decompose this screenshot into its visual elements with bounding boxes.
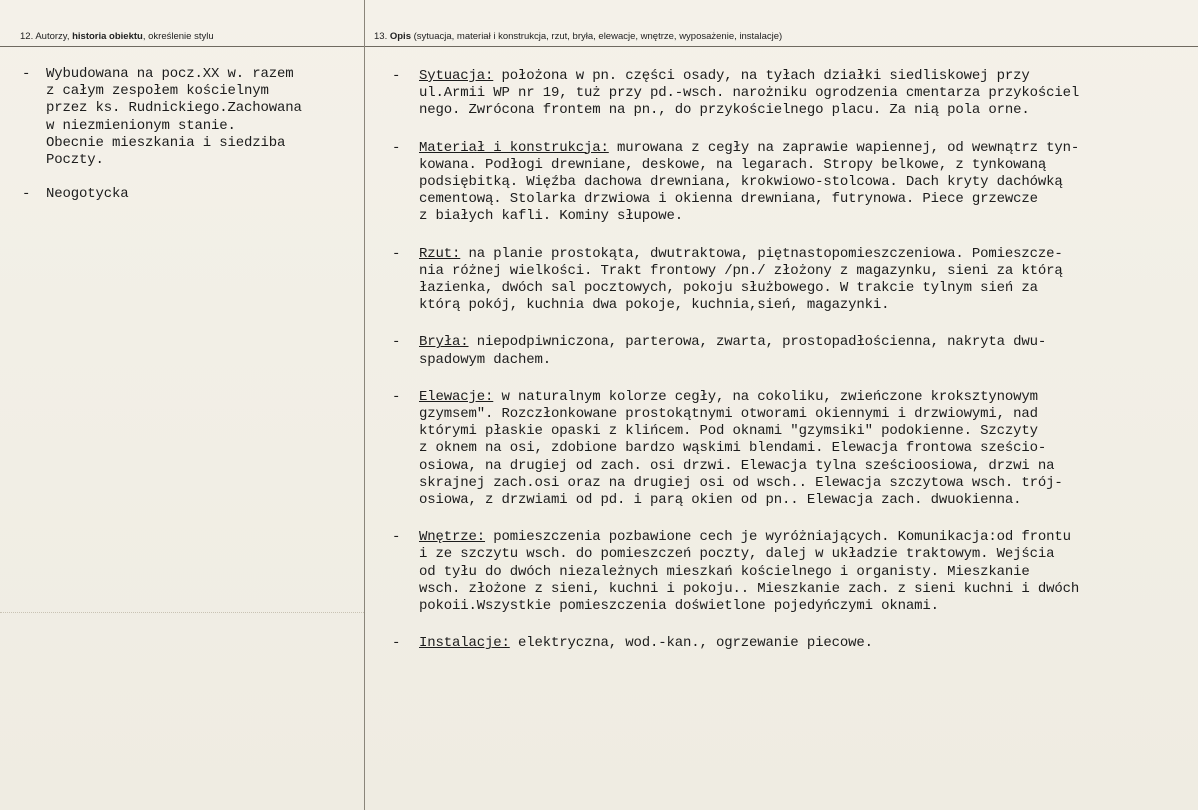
situation-text: położona w pn. części osady, na tyłach działki siedliskowej przy ul.Armii WP nr 19, tuż przy pd.-wsch. narożniku ogrodzenia cmentarza przykościel nego. Zwrócona frontem na pn., do przykościelnego placu. Za nią pola orne.: [419, 68, 1080, 119]
elevations-entry: [392, 389, 1196, 509]
section-13-heading-bold: Opis: [389, 31, 411, 42]
massing-label: Bryła:: [419, 334, 469, 351]
bullet-dash: -: [392, 68, 401, 84]
interior-label: Wnętrze:: [419, 529, 486, 546]
installations-paragraph: [419, 635, 1196, 652]
bullet-dash: -: [392, 139, 401, 156]
description-column: [392, 68, 1196, 672]
style-text: Neogotycka: [46, 186, 129, 203]
material-entry: [392, 140, 1196, 226]
plan-text: na planie prostokąta, dwutraktowa, piętnastopomieszczeniowa. Pomieszcze- nia różnej wielkości. Trakt frontowy /pn./ złożony z magazynku, sieni za którą łazienka, dwóch sal pocztowych, pokoju służbowego. W trakcie tylnym sień za którą pokój, kuchnia dwa pokoje, kuchnia,sień, magazynki.: [419, 245, 1063, 314]
bullet-dash: -: [392, 334, 401, 351]
section-12-heading: [20, 31, 214, 42]
bullet-dash: -: [392, 245, 401, 262]
interior-text: pomieszczenia pozbawione cech je wyróżniających. Komunikacja:od frontu i ze szczytu wsch. do pomieszczeń poczty, dalej w układzie traktowym. Wejścia od tyłu do dwóch niezależnych mieszkań kościelnego i organisty. Mieszkanie wsch. złożone z sieni, kuchni i pokoju.. Mieszkanie zach. z sieni kuchni i dwóch pokoii.Wszystkie pomieszczenia doświetlone pojedyńczymi oknami.: [419, 529, 1080, 615]
column-divider: [364, 0, 365, 810]
bullet-dash: -: [392, 529, 401, 546]
interior-paragraph: [419, 529, 1196, 615]
plan-label: Rzut:: [419, 245, 461, 262]
massing-text: niepodpiwniczona, parterowa, zwarta, prostopadłościenna, nakryta dwu- spadowym dachem.: [419, 334, 1047, 368]
installations-label: Instalacje:: [419, 635, 510, 652]
material-paragraph: [419, 140, 1196, 226]
header-divider: [0, 46, 1198, 47]
section-12-heading-prefix: 12. Autorzy,: [20, 31, 73, 42]
situation-entry: [392, 68, 1196, 120]
interior-entry: [392, 529, 1196, 615]
section-13-heading-suffix: (sytuacja, materiał i konstrukcja, rzut, bryła, elewacje, wnętrze, wyposażenie, instalacje): [410, 31, 783, 42]
faint-ruled-line: [0, 612, 364, 614]
section-13-heading: [374, 31, 782, 42]
bullet-dash: -: [22, 186, 31, 203]
massing-paragraph: [419, 334, 1196, 368]
style-entry: [22, 186, 357, 203]
bullet-dash: -: [392, 388, 401, 405]
installations-text: elektryczna, wod.-kan., ogrzewanie piecowe.: [509, 635, 873, 652]
section-12-heading-suffix: , określenie stylu: [142, 31, 214, 42]
material-label: Materiał i konstrukcja:: [419, 139, 609, 156]
bullet-dash: -: [22, 66, 31, 82]
bullet-dash: -: [392, 635, 401, 652]
history-entry: [22, 66, 357, 169]
section-12-heading-bold: historia obiektu: [72, 31, 143, 42]
situation-paragraph: [419, 68, 1196, 120]
elevations-label: Elewacje:: [419, 388, 494, 405]
section-13-heading-prefix: 13.: [374, 31, 390, 42]
history-style-column: [22, 66, 357, 203]
material-text: murowana z cegły na zaprawie wapiennej, od wewnątrz tyn- kowana. Podłogi drewniane, deskowe, na legarach. Stropy belkowe, z tynkowaną podsiębitką. Więźba dachowa drewniana, krokwiowo-stolcowa. Dach kryty dachówką cementową. Stolarka drzwiowa i okienna drewniana, futrynowa. Piece grzewcze z białych kafli. Kominy słupowe.: [419, 139, 1080, 225]
elevations-paragraph: [419, 389, 1196, 509]
plan-entry: [392, 246, 1196, 315]
installations-entry: [392, 635, 1196, 652]
massing-entry: [392, 334, 1196, 368]
plan-paragraph: [419, 246, 1196, 315]
elevations-text: w naturalnym kolorze cegły, na cokoliku, zwieńczone kroksztynowym gzymsem". Rozczłonkowane prostokątnymi otworami okiennymi i drzwiowymi, nad którymi płaskie opaski z klińcem. Pod oknami "gzymsiki" podokienne. Szczyty z oknem na osi, zdobione bardzo wąskimi blendami. Elewacja frontowa sześcio- osiowa, na drugiej od zach. osi drzwi. Elewacja tylna sześcioosiowa, drzwi na skrajnej zach.osi oraz na drugiej osi od wsch.. Elewacja szczytowa wsch. trój- osiowa, z drzwiami od pd. i parą okien od pn.. Elewacja zach. dwuokienna.: [419, 388, 1063, 509]
situation-label: Sytuacja:: [419, 68, 494, 84]
history-text: Wybudowana na pocz.XX w. razem z całym zespołem kościelnym przez ks. Rudnickiego.Zachowana w niezmienionym stanie. Obecnie mieszkania i siedziba Poczty.: [46, 66, 302, 169]
